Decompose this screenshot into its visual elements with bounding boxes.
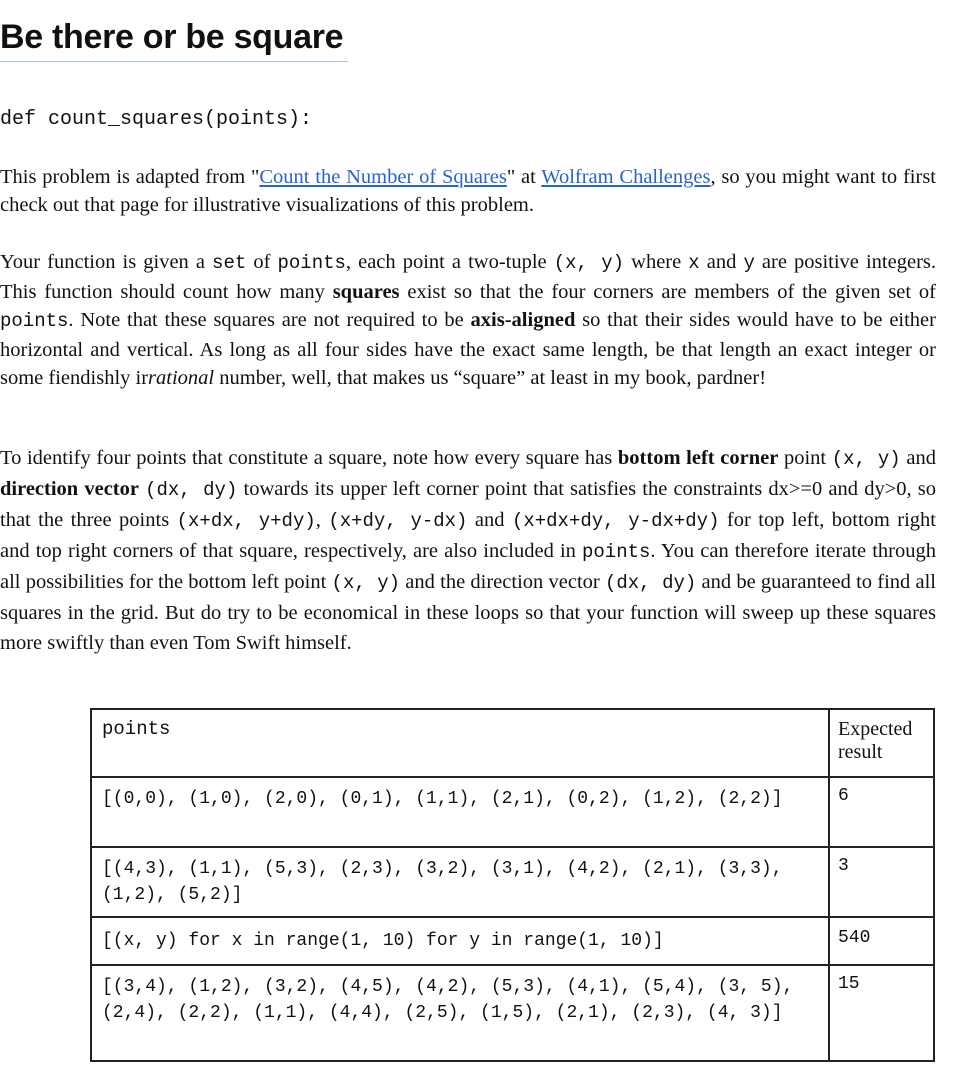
text-segment: , <box>315 509 329 531</box>
text-segment: , each point a two-tuple <box>345 251 554 273</box>
inline-code: (x+dx+dy, y-dx+dy) <box>511 510 720 532</box>
text-segment: . You can therefore iterate through all possibilities for the bottom left point <box>0 540 936 593</box>
inline-code: (dx, dy) <box>604 572 697 594</box>
text-segment: dx>=0 <box>768 478 823 500</box>
text-segment: for top left, bottom right and top right corners of that square, respectively, are also included in <box>0 509 937 562</box>
text-segment: rational <box>148 367 215 390</box>
text-segment: This problem is adapted from " <box>0 166 260 188</box>
header-points: points <box>91 709 829 777</box>
inline-code: points <box>277 252 346 274</box>
text-segment: dy>0 <box>864 478 907 500</box>
examples-table <box>90 708 935 1062</box>
table-header-row <box>91 709 934 777</box>
page-title: Be there or be square <box>0 18 344 56</box>
points-cell: [(x, y) for x in range(1, 10) for y in range(1, 10)] <box>91 917 829 965</box>
header-expected-result: Expected result <box>829 709 934 777</box>
text-segment: where <box>624 251 689 273</box>
link[interactable]: Wolfram Challenges <box>541 166 711 188</box>
text-segment: " at <box>506 166 542 188</box>
text-segment: and be guaranteed to find all squares in the grid. But do try to be economical in these loops so that your function will sweep up these squares more swiftly than even Tom Swift himself. <box>0 571 936 654</box>
text-segment: and <box>822 478 865 500</box>
inline-code: (dx, dy) <box>145 479 238 501</box>
result-cell: 540 <box>829 917 934 965</box>
inline-code: y <box>743 252 755 274</box>
table-row <box>91 917 934 965</box>
title-divider <box>0 61 348 62</box>
text-segment: and <box>467 509 512 531</box>
bold-text: axis-aligned <box>470 309 576 332</box>
result-cell: 3 <box>829 847 934 917</box>
table-row <box>91 965 934 1061</box>
text-segment: . Note that these squares are not required to be <box>68 309 471 332</box>
bold-text: bottom left corner <box>617 447 779 469</box>
text-segment: and <box>699 251 744 273</box>
text-segment: Your function is given a <box>0 251 213 273</box>
points-cell: [(4,3), (1,1), (5,3), (2,3), (3,2), (3,1), (4,2), (2,1), (3,3), (1,2), (5,2)] <box>91 847 829 917</box>
table-row <box>91 847 934 917</box>
table-row <box>91 777 934 847</box>
points-cell: [(3,4), (1,2), (3,2), (4,5), (4,2), (5,3), (4,1), (5,4), (3, 5), (2,4), (2,2), (1,1), (4,4), (2,5), (1,5), (2,1), (2,3), (4, 3)] <box>91 965 829 1061</box>
text-segment: , so that the three points <box>0 478 937 531</box>
text-segment: of <box>246 251 278 273</box>
text-segment: and <box>900 447 936 469</box>
function-signature: def count_squares(points): <box>0 108 313 131</box>
bold-text: squares <box>332 280 400 303</box>
inline-code: (x, y) <box>831 448 901 470</box>
inline-code: set <box>212 252 247 274</box>
text-segment: exist so that the four corners are members of the given set of <box>399 280 936 303</box>
link[interactable]: Count the Number of Squares <box>259 166 507 188</box>
bold-text: direction vector <box>0 478 139 500</box>
inline-code: (x+dy, y-dx) <box>328 510 468 532</box>
inline-code: (x, y) <box>553 252 625 274</box>
approach-paragraph <box>0 443 936 658</box>
inline-code: points <box>582 541 651 563</box>
description-paragraph <box>0 248 936 393</box>
text-segment: To identify four points that constitute a square, note how every square has <box>0 447 618 469</box>
text-segment: so that their sides would have to be either horizontal and vertical. As long as all four sides have the exact same length, be that length an exact integer or some fiendishly ir <box>0 309 936 390</box>
text-segment: , so you might want to first check out that page for illustrative visualizations of this problem. <box>0 166 936 216</box>
text-segment: number, well, that makes us “square” at least in my book, pardner! <box>214 367 767 390</box>
inline-code: (x+dx, y+dy) <box>176 510 316 532</box>
intro-paragraph <box>0 163 936 219</box>
points-cell: [(0,0), (1,0), (2,0), (0,1), (1,1), (2,1), (0,2), (1,2), (2,2)] <box>91 777 829 847</box>
text-segment: and the direction vector <box>400 571 605 593</box>
text-segment: point <box>778 447 832 469</box>
text-segment: towards its upper left corner point that satisfies the constraints <box>237 478 769 500</box>
inline-code: x <box>688 252 700 274</box>
inline-code: points <box>0 310 69 333</box>
text-segment: are positive integers. This function should count how many <box>0 251 936 303</box>
result-cell: 15 <box>829 965 934 1061</box>
inline-code: (x, y) <box>331 572 401 594</box>
result-cell: 6 <box>829 777 934 847</box>
